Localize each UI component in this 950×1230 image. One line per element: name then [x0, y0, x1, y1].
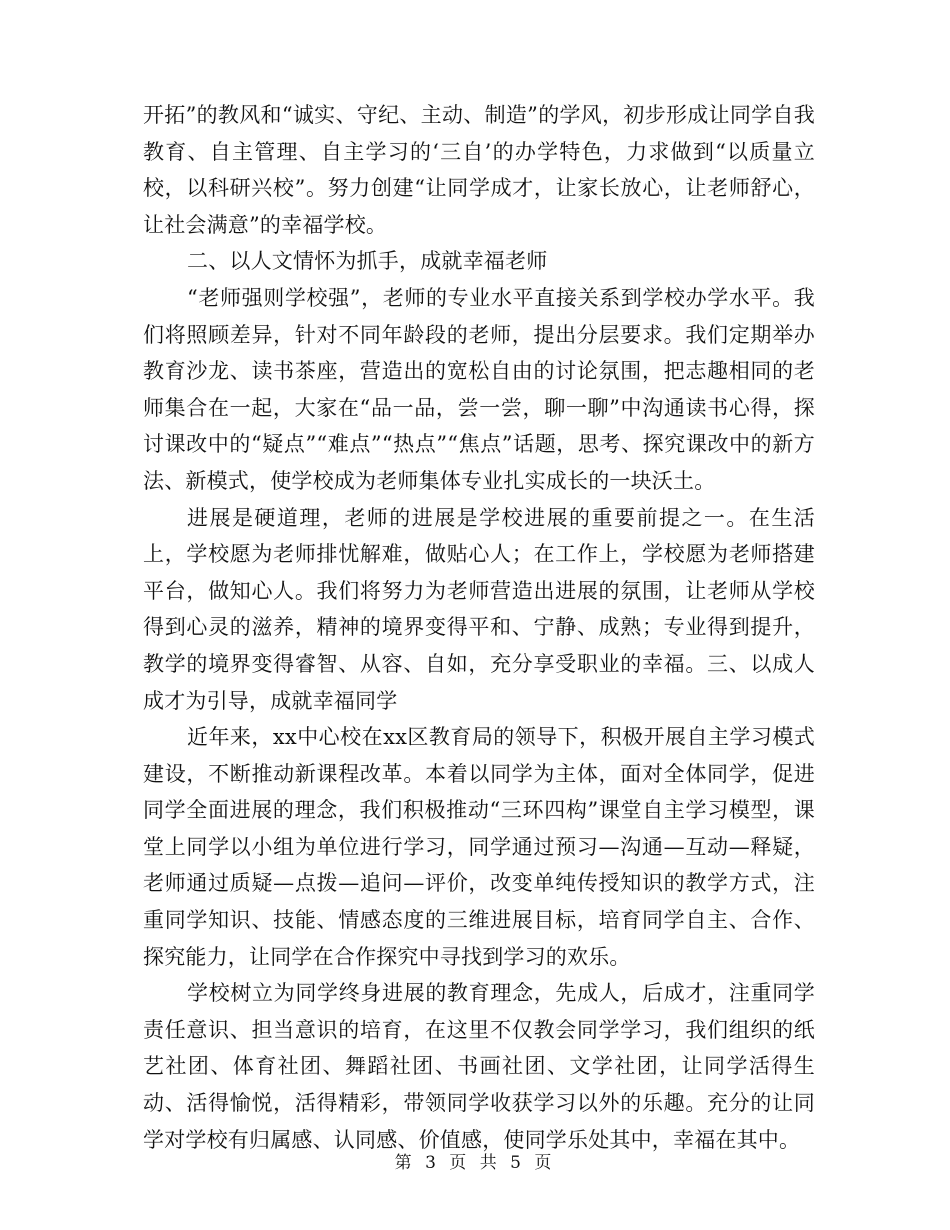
paragraph-student-learning: 近年来，xx中心校在xx区教育局的领导下，积极开展自主学习模式建设，不断推动新课程改革。本着以同学为主体，面对全体同学，促进同学全面进展的理念，我们积极推动“三环四构”课堂自主学习模型，课堂上同学以小组为单位进行学习，同学通过预习—沟通—互动—释疑，老师通过质疑—点拨—追问—评价，改变单纯传授知识的教学方式，注重同学知识、技能、情感态度的三维进展目标，培育同学自主、合作、探究能力，让同学在合作探究中寻找到学习的欢乐。: [143, 725, 815, 969]
paragraph-teacher-development: “老师强则学校强”，老师的专业水平直接关系到学校办学水平。我们将照顾差异，针对不同年龄段的老师，提出分层要求。我们定期举办教育沙龙、读书茶座，营造出的宽松自由的讨论氛围，把志趣相同的老师集合在一起，大家在“品一品，尝一尝，聊一聊”中沟通读书心得，探讨课改中的“疑点”“难点”“热点”“焦点”话题，思考、探究课改中的新方法、新模式，使学校成为老师集体专业扎实成长的一块沃土。: [143, 285, 815, 493]
paragraph-teacher-support: 进展是硬道理，老师的进展是学校进展的重要前提之一。在生活上，学校愿为老师排忧解难，做贴心人；在工作上，学校愿为老师搭建平台，做知心人。我们将努力为老师营造出进展的氛围，让老师从学校得到心灵的滋养，精神的境界变得平和、宁静、成熟；专业得到提升，教学的境界变得睿智、从容、自如，充分享受职业的幸福。三、以成人成才为引导，成就幸福同学: [143, 505, 815, 713]
document-body: [143, 97, 815, 1158]
paragraph-school-spirit: 开拓”的教风和“诚实、守纪、主动、制造”的学风，初步形成让同学自我教育、自主管理、自主学习的‘三自’的办学特色，力求做到“以质量立校，以科研兴校”。努力创建“让同学成才，让家长放心，让老师舒心，让社会满意”的幸福学校。: [143, 103, 815, 237]
page-number-footer: 第 3 页 共 5 页: [394, 1153, 556, 1173]
paragraph-student-clubs: 学校树立为同学终身进展的教育理念，先成人，后成才，注重同学责任意识、担当意识的培育，在这里不仅教会同学学习，我们组织的纸艺社团、体育社团、舞蹈社团、书画社团、文学社团，让同学活得生动、活得愉悦，活得精彩，带领同学收获学习以外的乐趣。充分的让同学对学校有归属感、认同感、价值感，使同学乐处其中，幸福在其中。: [143, 981, 815, 1152]
section-heading-happy-teachers: 二、以人文情怀为抓手，成就幸福老师: [187, 249, 548, 274]
